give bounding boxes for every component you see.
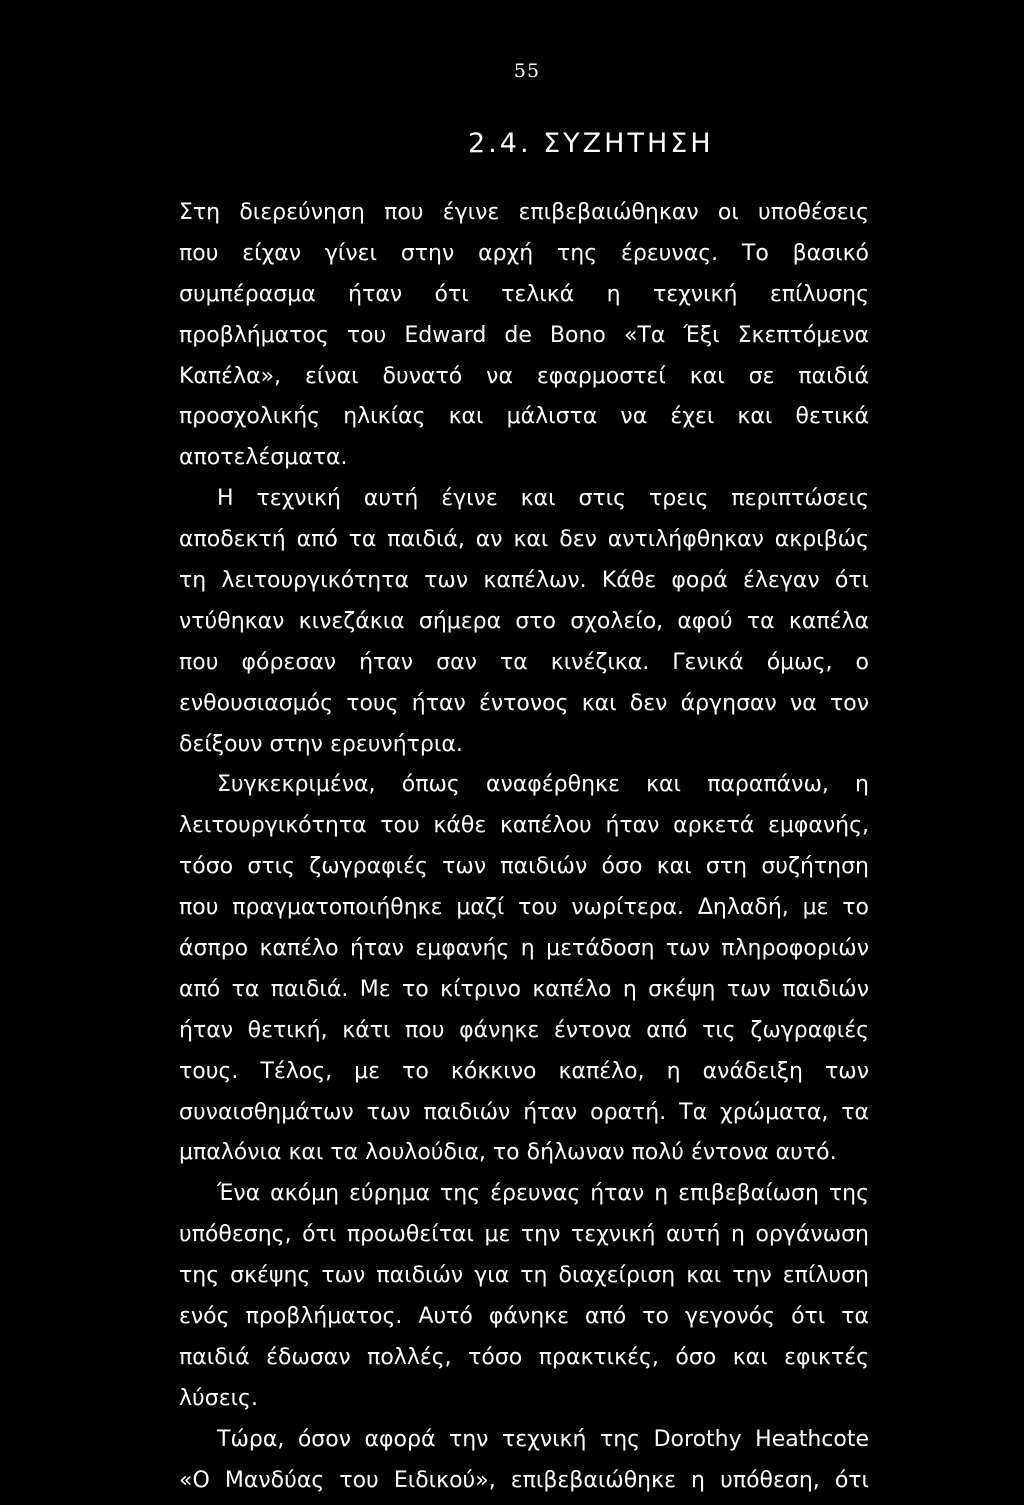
text-line: τη λειτουργικότητα των καπέλων. Κάθε φορά έλεγαν ότι <box>179 568 869 594</box>
text-line: συναισθημάτων των παιδιών ήταν ορατή. Τα χρώματα, τα <box>179 1099 869 1125</box>
text-line: παιδιά έδωσαν πολλές, τόσο πρακτικές, όσο και εφικτές <box>179 1344 869 1370</box>
section-heading: 2.4. ΣΥΖΗΤΗΣΗ <box>468 128 714 159</box>
text-line: Καπέλα», είναι δυνατό να εφαρμοστεί και σε παιδιά <box>179 363 869 389</box>
text-line: Η τεχνική αυτή έγινε και στις τρεις περιπτώσεις <box>217 486 869 512</box>
text-line: δείξουν στην ερευνήτρια. <box>179 731 463 757</box>
text-line: ήταν θετική, κάτι που φάνηκε έντονα από τις ζωγραφιές <box>179 1017 869 1043</box>
text-line: που πραγματοποιήθηκε μαζί του νωρίτερα. Δηλαδή, με το <box>179 895 869 921</box>
text-line: Τώρα, όσον αφορά την τεχνική της Dorothy Heathcote <box>217 1426 869 1452</box>
text-line: τους. Τέλος, με το κόκκινο καπέλο, η ανάδειξη των <box>179 1058 869 1084</box>
text-line: προσχολικής ηλικίας και μάλιστα να έχει και θετικά <box>179 404 869 430</box>
page-number: 55 <box>513 60 541 82</box>
text-line: Στη διερεύνηση που έγινε επιβεβαιώθηκαν οι υποθέσεις <box>179 200 869 225</box>
text-line: Ένα ακόμη εύρημα της έρευνας ήταν η επιβεβαίωση της <box>217 1181 869 1207</box>
text-line: που είχαν γίνει στην αρχή της έρευνας. Το βασικό <box>179 240 869 266</box>
text-line: συμπέρασμα ήταν ότι τελικά η τεχνική επίλυσης <box>179 281 869 307</box>
text-line: «Ο Μανδύας του Ειδικού», επιβεβαιώθηκε η υπόθεση, ότι <box>179 1467 869 1493</box>
text-line: ενθουσιασμός τους ήταν έντονος και δεν άργησαν να τον <box>179 690 869 716</box>
text-line: υπόθεσης, ότι προωθείται με την τεχνική αυτή η οργάνωση <box>179 1222 869 1248</box>
text-line: μπαλόνια και τα λουλούδια, το δήλωναν πολύ έντονα αυτό. <box>179 1140 837 1166</box>
text-line: τόσο στις ζωγραφιές των παιδιών όσο και στη συζήτηση <box>179 854 869 880</box>
text-line: από τα παιδιά. Με το κίτρινο καπέλο η σκέψη των παιδιών <box>179 976 869 1002</box>
text-line: ενός προβλήματος. Αυτό φάνηκε από το γεγονός ότι τα <box>179 1304 869 1330</box>
text-line: ντύθηκαν κινεζάκια σήμερα στο σχολείο, αφού τα καπέλα <box>179 608 869 634</box>
text-line: αποδεκτή από τα παιδιά, αν και δεν αντιλήφθηκαν ακριβώς <box>179 527 869 553</box>
text-line: λύσεις. <box>179 1385 258 1411</box>
text-line: λειτουργικότητα του κάθε καπέλου ήταν αρκετά εμφανής, <box>179 813 869 839</box>
text-line: προβλήματος του Edward de Bono «Τα Έξι Σκεπτόμενα <box>179 322 869 348</box>
text-line: άσπρο καπέλο ήταν εμφανής η μετάδοση των πληροφοριών <box>179 936 869 962</box>
text-line: Συγκεκριμένα, όπως αναφέρθηκε και παραπάνω, η <box>217 772 869 798</box>
text-line: αποτελέσματα. <box>179 445 348 471</box>
text-line: της σκέψης των παιδιών για τη διαχείριση και την επίλυση <box>179 1263 869 1289</box>
body-text <box>179 193 869 1502</box>
text-line: που φόρεσαν ήταν σαν τα κινέζικα. Γενικά όμως, ο <box>179 649 869 675</box>
